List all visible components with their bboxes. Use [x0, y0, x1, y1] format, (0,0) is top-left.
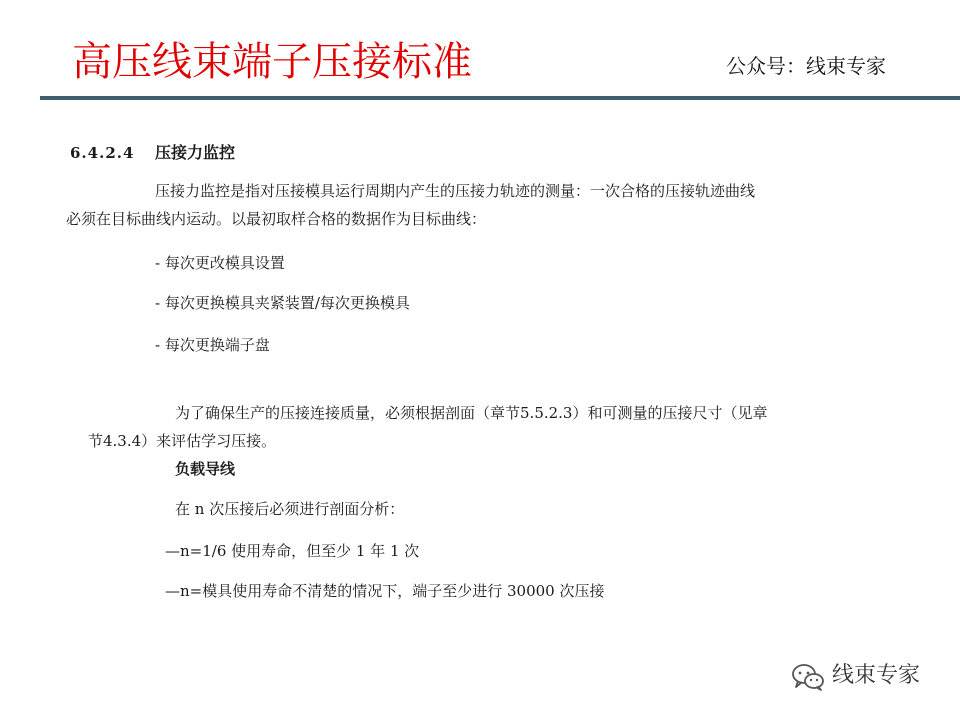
paragraph-3: 在 n 次压接后必须进行剖面分析：	[175, 500, 405, 518]
bullet-item: - 每次更换端子盘	[155, 336, 270, 354]
paragraph-2-line-1: 为了确保生产的压接连接质量，必须根据剖面（章节5.5.2.3）和可测量的压接尺寸（见章	[175, 404, 768, 422]
section-title: 压接力监控	[155, 143, 236, 162]
account-label: 公众号：线束专家	[726, 54, 886, 78]
dash-item: —n=模具使用寿命不清楚的情况下，端子至少进行 30000 次压接	[165, 582, 605, 600]
subheading: 负载导线	[175, 460, 236, 478]
wechat-icon	[790, 662, 826, 692]
bullet-item: - 每次更改模具设置	[155, 254, 285, 272]
paragraph-1-line-2: 必须在目标曲线内运动。以最初取样合格的数据作为目标曲线：	[66, 210, 487, 228]
bullet-item: - 每次更换模具夹紧装置/每次更换模具	[155, 294, 410, 312]
dash-item: —n=1/6 使用寿命，但至少 1 年 1 次	[165, 542, 420, 560]
slide-title: 高压线束端子压接标准	[72, 39, 472, 85]
footer-brand: 线束专家	[832, 663, 921, 688]
section-number: 6.4.2.4	[70, 144, 135, 162]
paragraph-2-line-2: 节4.3.4）来评估学习压接。	[88, 432, 277, 450]
paragraph-1-line-1: 压接力监控是指对压接模具运行周期内产生的压接力轨迹的测量：一次合格的压接轨迹曲线	[155, 182, 756, 200]
